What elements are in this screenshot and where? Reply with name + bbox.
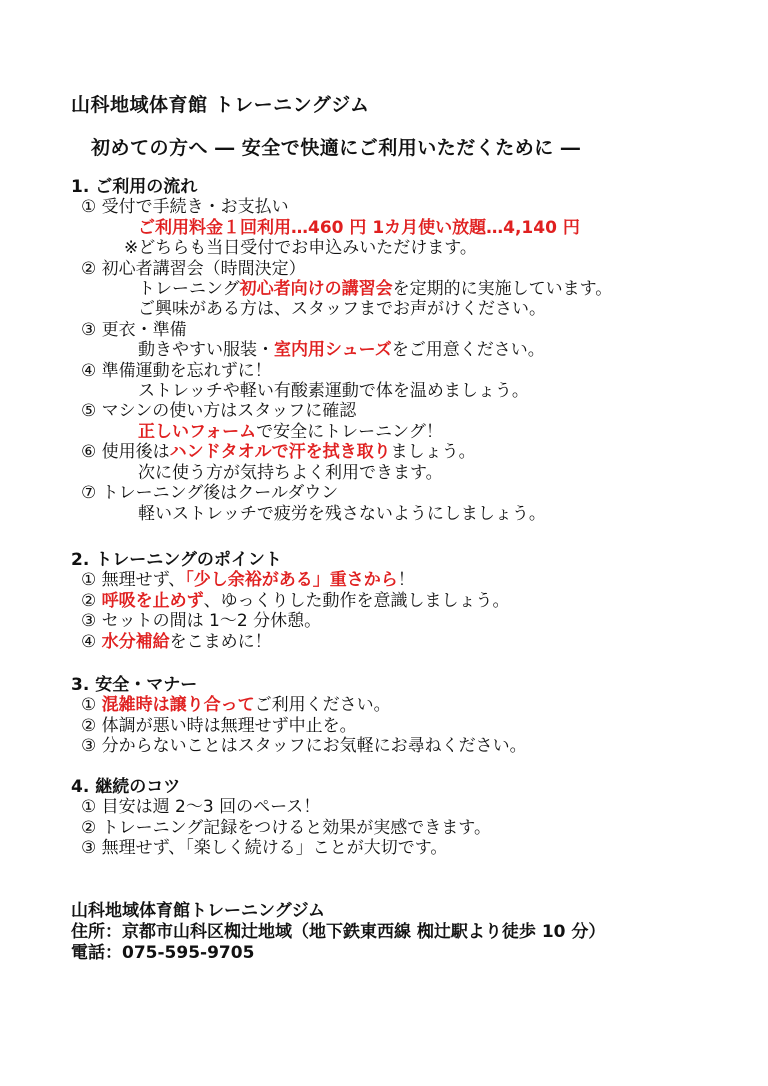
step-3-detail: 動きやすい服装・室内用シューズをご用意ください。 bbox=[138, 340, 545, 361]
page-subtitle: 初めての方へ ― 安全で快適にご利用いただくために ― bbox=[91, 137, 581, 159]
step-2-detail-a: トレーニング初心者向けの講習会を定期的に実施しています。 bbox=[138, 279, 613, 300]
step-1: ① 受付で手続き・お支払い bbox=[81, 197, 289, 218]
step-2: ② 初心者講習会（時間決定） bbox=[81, 258, 306, 279]
tip-1: ① 目安は週 2～3 回のペース！ bbox=[81, 797, 321, 818]
step-5-detail: 正しいフォームで安全にトレーニング！ bbox=[138, 421, 443, 442]
tip-3: ③ 無理せず、「楽しく続ける」ことが大切です。 bbox=[81, 838, 448, 859]
section-heading: 2. トレーニングのポイント bbox=[71, 550, 282, 570]
point-1: ① 無理せず、「少し余裕がある」重さから！ bbox=[81, 570, 415, 591]
contact-footer bbox=[71, 901, 605, 964]
step-4: ④ 準備運動を忘れずに！ bbox=[81, 360, 272, 381]
section-heading: 3. 安全・マナー bbox=[71, 675, 198, 695]
step-3: ③ 更衣・準備 bbox=[81, 319, 187, 340]
section-training-points bbox=[71, 550, 761, 652]
section-continuation-tips bbox=[71, 777, 761, 859]
step-7: ⑦ トレーニング後はクールダウン bbox=[81, 483, 339, 504]
section-heading: 4. 継続のコツ bbox=[71, 777, 181, 797]
section-safety-manners bbox=[71, 675, 761, 757]
step-2-detail-b: ご興味がある方は、スタッフまでお声がけください。 bbox=[138, 299, 546, 320]
section-heading: 1. ご利用の流れ bbox=[71, 177, 198, 197]
step-5: ⑤ マシンの使い方はスタッフに確認 bbox=[81, 401, 357, 422]
step-4-detail: ストレッチや軽い有酸素運動で体を温めましょう。 bbox=[138, 381, 529, 402]
facility-phone: 電話：075-595-9705 bbox=[71, 943, 255, 963]
point-3: ③ セットの間は 1～2 分休憩。 bbox=[81, 611, 322, 632]
fee-line: ご利用料金１回利用…460 円 1カ月使い放題…4,140 円 bbox=[138, 217, 580, 238]
step-6: ⑥ 使用後はハンドタオルで汗を拭き取りましょう。 bbox=[81, 442, 476, 463]
page-title: 山科地域体育館 トレーニングジム bbox=[71, 94, 370, 116]
step-6-detail: 次に使う方が気持ちよく利用できます。 bbox=[138, 462, 443, 483]
point-2: ② 呼吸を止めず、ゆっくりした動作を意識しましょう。 bbox=[81, 590, 510, 611]
manner-1: ① 混雑時は譲り合ってご利用ください。 bbox=[81, 695, 391, 716]
step-7-detail: 軽いストレッチで疲労を残さないようにしましょう。 bbox=[138, 503, 546, 524]
section-usage-flow bbox=[71, 177, 761, 524]
point-4: ④ 水分補給をこまめに！ bbox=[81, 631, 272, 652]
tip-2: ② トレーニング記録をつけると効果が実感できます。 bbox=[81, 817, 491, 838]
manner-2: ② 体調が悪い時は無理せず中止を。 bbox=[81, 715, 357, 736]
facility-address: 住所：京都市山科区椥辻地域（地下鉄東西線 椥辻駅より徒歩 10 分） bbox=[71, 922, 606, 942]
facility-name: 山科地域体育館トレーニングジム bbox=[71, 901, 325, 921]
fee-note: ※どちらも当日受付でお申込みいただけます。 bbox=[124, 238, 477, 259]
manner-3: ③ 分からないことはスタッフにお気軽にお尋ねください。 bbox=[81, 736, 527, 757]
